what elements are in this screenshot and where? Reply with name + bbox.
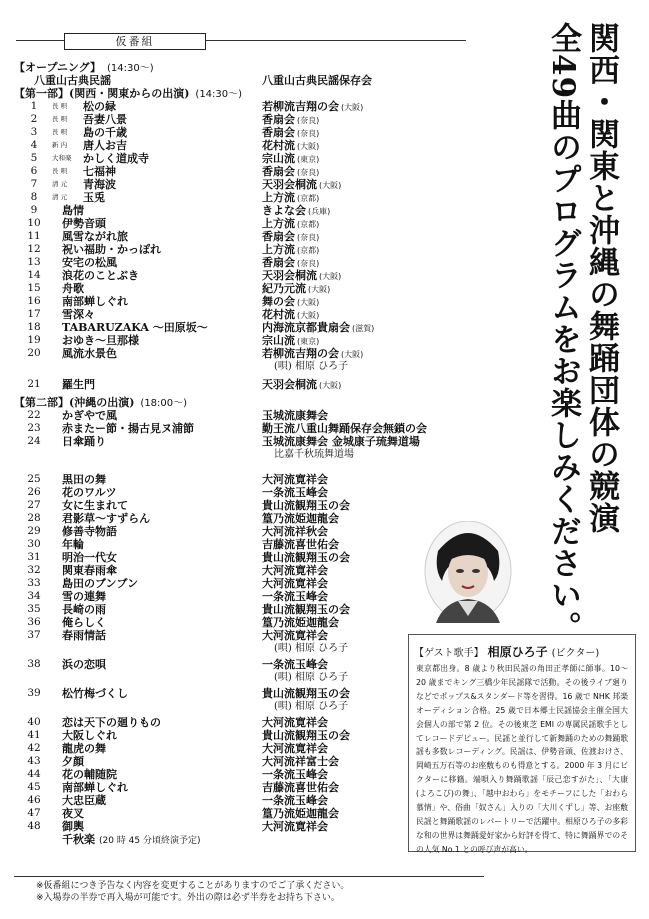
region-label: (東京) <box>297 337 320 346</box>
region-label: (奈良) <box>297 233 320 242</box>
genre-label: 長 唄 <box>52 115 68 123</box>
performer: 勤王流八重山舞踊保存会無鎖の会 <box>262 422 427 435</box>
performer: 若柳流吉翔の会 (大阪) <box>262 347 364 360</box>
item-number: 41 <box>27 729 41 741</box>
region-label: (京都) <box>297 246 320 255</box>
item-title: 南部蝉しぐれ <box>62 781 128 794</box>
performer: 上方流 (京都) <box>262 243 320 256</box>
item-title: 俺らしく <box>62 616 106 629</box>
item-number: 19 <box>27 334 41 346</box>
opening-section-time: (14:30〜) <box>107 63 154 74</box>
item-number: 34 <box>27 590 41 602</box>
item-title: 大忠臣蔵 <box>62 794 106 807</box>
performer: 内海流京都貴扇会 (滋賀) <box>262 321 375 334</box>
program-item-25 <box>0 473 500 486</box>
item-title: 関東春雨傘 <box>62 564 117 577</box>
performer: 貴山流観翔玉の会 <box>262 603 350 616</box>
performer: 貴山流観翔玉の会 <box>262 729 350 742</box>
program-item-14 <box>0 269 500 282</box>
performer: 天羽会桐流 (大阪) <box>262 178 342 191</box>
item-title: 浪花のことぶき <box>62 269 139 282</box>
region-label: (大阪) <box>319 381 342 390</box>
part1-section-text: 【第一部】(関西・関東からの出演) <box>14 87 190 100</box>
item-number: 30 <box>27 538 41 550</box>
performer: 天羽会桐流 (大阪) <box>262 378 342 391</box>
guest-label-suffix: (ビクター) <box>551 648 600 659</box>
item-title: 花のワルツ <box>62 486 117 499</box>
performer: 玉城流康舞会 <box>262 409 328 422</box>
performer: きよな会 (兵庫) <box>262 204 331 217</box>
item-number: 1 <box>30 100 38 112</box>
item-title: 赤またー節・揚古見ヌ浦節 <box>62 422 194 435</box>
program-item-23 <box>0 422 500 435</box>
item-number: 3 <box>30 126 38 138</box>
guest-name: 相原ひろ子 <box>487 645 548 659</box>
item-title: 七福神 <box>83 165 116 178</box>
region-label: (兵庫) <box>308 207 331 216</box>
program-item-2 <box>0 113 500 126</box>
program-item-8 <box>0 191 500 204</box>
item-title: 大阪しぐれ <box>62 729 117 742</box>
performer: 吉藤流喜世佑会 <box>262 538 339 551</box>
region-label: (大阪) <box>341 350 364 359</box>
item20-singer: (唄) 相原 ひろ子 <box>274 361 349 372</box>
region-label: (奈良) <box>297 259 320 268</box>
item-number: 22 <box>27 409 41 421</box>
region-label: (大阪) <box>297 298 320 307</box>
region-label: (京都) <box>297 220 320 229</box>
headline-line-2: 全49曲のプログラムをお楽しみください。 <box>545 22 581 644</box>
part1-section <box>0 87 500 100</box>
performer: 一条流玉峰会 <box>262 768 328 781</box>
performer: 天羽会桐流 (大阪) <box>262 269 342 282</box>
performer: 大河流祥秋会 <box>262 525 328 538</box>
item-title: 羅生門 <box>62 378 95 391</box>
guest-bio: 東京都出身。8 歳より秋田民謡の角田正孝師に師事。10〜20 歳までキング三橋少年民謡隊で活動。その後ライブ廻りなどでポップス&スタンダード等を習得。16 歳で NHK 邦楽オーディション合格。25 歳で日本郷土民謡協会主催全国大会個人の部で第 2 位。その後東芝 EMI の専属民謡歌手としてレコードデビュー。民謡と並行して新舞踊のための舞踊歌謡も多数レコーディング。民謡は、伊勢音頭、佐渡おけさ、岡崎五万石等のお座敷ものも得意とする。2000 年 3 月にビクターに移籍。端唄入り舞踊歌謡「辰己恋すがた」、「大康(よろこび)の舞」、「越中おわら」をモチーフにした「おわら慕情」や、俗曲「奴さん」入りの「大川くずし」等、お座敷民謡と舞踊歌謡のレパートリーで活躍中。相原ひろ子の多彩な和の世界は舞踊愛好家から好評を得て、特に舞踊界でのその人気 No.1 との呼び声が高い。 <box>416 664 628 854</box>
item-number: 23 <box>27 422 41 434</box>
genre-label: 清 元 <box>52 193 68 201</box>
program-item-9 <box>0 204 500 217</box>
item38-singer: (唄) 相原 ひろ子 <box>274 672 349 683</box>
item-number: 17 <box>27 308 41 320</box>
item-title: 風雪ながれ旅 <box>62 230 128 243</box>
program-item-27 <box>0 499 500 512</box>
item-title: かしく道成寺 <box>83 152 149 165</box>
program-item-22 <box>0 409 500 422</box>
notes <box>36 880 349 904</box>
item-title: 祝い福助・かっぽれ <box>62 243 161 256</box>
item-number: 32 <box>27 564 41 576</box>
footer-rule <box>14 876 484 877</box>
performer: 篁乃流姫迦龍会 <box>262 616 339 629</box>
program-item-5 <box>0 152 500 165</box>
performer: 大河流寛祥会 <box>262 473 328 486</box>
item-title: 島情 <box>62 204 84 217</box>
item-number: 42 <box>27 742 41 754</box>
performer: 大河流寛祥会 <box>262 742 328 755</box>
genre-label: 長 唄 <box>52 102 68 110</box>
performer: 大河流寛祥会 <box>262 820 328 833</box>
item-number: 10 <box>27 217 41 229</box>
part2-section <box>0 396 500 409</box>
program-item-3 <box>0 126 500 139</box>
item-title: 春雨情話 <box>62 629 106 642</box>
performer: 宗山流 (東京) <box>262 152 320 165</box>
performer: 一条流玉峰会 <box>262 486 328 499</box>
item-number: 6 <box>30 165 38 177</box>
program-item-1 <box>0 100 500 113</box>
performer: 大河流寛祥会 <box>262 629 328 642</box>
item-number: 8 <box>30 191 38 203</box>
headline-line-1: 関西・関東と沖縄の舞踊団体の競演 <box>583 22 619 534</box>
item-title: 君影草〜すずらん <box>62 512 151 525</box>
program-item-6 <box>0 165 500 178</box>
sub-row <box>0 360 500 373</box>
item-title: 島田のブンブン <box>62 577 139 590</box>
item-number: 2 <box>30 113 38 125</box>
performer: 大河流寛祥会 <box>262 577 328 590</box>
performer: 一条流玉峰会 <box>262 794 328 807</box>
note-1: ※仮番組につき予告なく内容を変更することがありますのでご了承ください。 <box>36 881 350 891</box>
item39-singer: (唄) 相原 ひろ子 <box>274 701 349 712</box>
item-title: 島の千歳 <box>83 126 127 139</box>
performer: 一条流玉峰会 <box>262 590 328 603</box>
item-number: 48 <box>27 820 41 832</box>
item-title: 南部蝉しぐれ <box>62 295 128 308</box>
program-item-17 <box>0 308 500 321</box>
performer: 篁乃流姫迦龍会 <box>262 807 339 820</box>
guest-title <box>414 643 599 660</box>
region-label: (大阪) <box>297 142 320 151</box>
item-number: 20 <box>27 347 41 359</box>
performer: 貴山流観翔玉の会 <box>262 687 350 700</box>
item-title: 明治一代女 <box>62 551 117 564</box>
performer: 大河流祥富士会 <box>262 755 339 768</box>
item-title: 恋は天下の廻りもの <box>62 716 161 729</box>
item-title: 雪の連舞 <box>62 590 106 603</box>
genre-label: 新 内 <box>52 141 68 149</box>
item-number: 5 <box>30 152 38 164</box>
item-number: 39 <box>27 687 41 699</box>
program-item-19 <box>0 334 500 347</box>
region-label: (東京) <box>297 155 320 164</box>
finale-time: (20 時 45 分頃終演予定) <box>99 836 201 846</box>
item-number: 9 <box>30 204 38 216</box>
item-title: 御輿 <box>62 820 84 833</box>
performer: 若柳流吉翔の会 (大阪) <box>262 100 364 113</box>
item-number: 45 <box>27 781 41 793</box>
program-item-20 <box>0 347 500 360</box>
guest-label: 【ゲスト歌手】 <box>414 648 484 659</box>
item-title: 龍虎の舞 <box>62 742 106 755</box>
item-title: 夜叉 <box>62 807 84 820</box>
performer: 香扇会 (奈良) <box>262 126 320 139</box>
item-title: 風流水景色 <box>62 347 117 360</box>
guest-singer-photo <box>424 521 512 623</box>
item-number: 24 <box>27 435 41 447</box>
item-title: 日傘踊り <box>62 435 106 448</box>
item-number: 7 <box>30 178 38 190</box>
part2-section-time: (18:00〜) <box>140 398 188 409</box>
item-title: かぎやで風 <box>62 409 117 422</box>
performer: 一条流玉峰会 <box>262 658 328 671</box>
item-title: 舟歌 <box>62 282 84 295</box>
region-label: (奈良) <box>297 168 320 177</box>
item-title: 修善寺物語 <box>62 525 117 538</box>
program-item-26 <box>0 486 500 499</box>
item-title: 玉兎 <box>83 191 105 204</box>
performer: 篁乃流姫迦龍会 <box>262 512 339 525</box>
item-title: 雪深々 <box>62 308 95 321</box>
performer: 花村流 (大阪) <box>262 139 320 152</box>
program-item-15 <box>0 282 500 295</box>
item24-extra: 比嘉千秋琉舞道場 <box>274 449 354 460</box>
performer: 香扇会 (奈良) <box>262 230 320 243</box>
program-tag: 仮番組 <box>64 33 206 50</box>
region-label: (京都) <box>297 194 320 203</box>
program-item-13 <box>0 256 500 269</box>
performer: 香扇会 (奈良) <box>262 165 320 178</box>
item-number: 26 <box>27 486 41 498</box>
program-item-12 <box>0 243 500 256</box>
item-title: 松竹梅づくし <box>62 687 128 700</box>
item-title: 浜の恋唄 <box>62 658 106 671</box>
program-item-16 <box>0 295 500 308</box>
item-number: 38 <box>27 658 41 670</box>
region-label: (奈良) <box>297 116 320 125</box>
performer: 貴山流観翔玉の会 <box>262 499 350 512</box>
genre-label: 大和楽 <box>52 154 72 162</box>
item-number: 31 <box>27 551 41 563</box>
program-item-7 <box>0 178 500 191</box>
item-title: 花の輔随院 <box>62 768 117 781</box>
item-number: 4 <box>30 139 38 151</box>
region-label: (大阪) <box>341 103 364 112</box>
sub-row <box>0 448 500 461</box>
genre-label: 清 元 <box>52 180 68 188</box>
item-number: 33 <box>27 577 41 589</box>
program-item-24 <box>0 435 500 448</box>
program-item-10 <box>0 217 500 230</box>
item-number: 11 <box>27 230 41 242</box>
part1-section-label <box>14 87 242 101</box>
program-item-18 <box>0 321 500 334</box>
opening-section-text: 【オープニング】 <box>14 61 102 74</box>
item-number: 12 <box>27 243 41 255</box>
performer: 花村流 (大阪) <box>262 308 320 321</box>
genre-label: 長 唄 <box>52 167 68 175</box>
performer: 宗山流 (東京) <box>262 334 320 347</box>
item-title: 青海波 <box>83 178 116 191</box>
item37-singer: (唄) 相原 ひろ子 <box>274 643 349 654</box>
performer: 紀乃元流 (大阪) <box>262 282 331 295</box>
region-label: (奈良) <box>297 129 320 138</box>
region-label: (大阪) <box>297 311 320 320</box>
finale-title <box>62 833 201 848</box>
genre-label: 長 唄 <box>52 128 68 136</box>
performer: 大河流寛祥会 <box>262 564 328 577</box>
item-number: 36 <box>27 616 41 628</box>
item-title: 伊勢音頭 <box>62 217 106 230</box>
part2-section-label <box>14 396 187 410</box>
item-number: 40 <box>27 716 41 728</box>
item-number: 27 <box>27 499 41 511</box>
performer: 大河流寛祥会 <box>262 716 328 729</box>
item-title: TABARUZAKA 〜田原坂〜 <box>62 321 208 334</box>
item-number: 28 <box>27 512 41 524</box>
performer: 吉藤流喜世佑会 <box>262 781 339 794</box>
item-number: 29 <box>27 525 41 537</box>
performer: 上方流 (京都) <box>262 191 320 204</box>
item-number: 44 <box>27 768 41 780</box>
item-number: 21 <box>27 378 41 390</box>
item-number: 46 <box>27 794 41 806</box>
item-title: 黒田の舞 <box>62 473 106 486</box>
item-title: 唐人お吉 <box>83 139 127 152</box>
performer: 貴山流観翔玉の会 <box>262 551 350 564</box>
performer: 香扇会 (奈良) <box>262 113 320 126</box>
region-label: (滋賀) <box>352 324 375 333</box>
item-number: 13 <box>27 256 41 268</box>
program-item-21 <box>0 378 500 391</box>
program-item-11 <box>0 230 500 243</box>
item-number: 16 <box>27 295 41 307</box>
item-number: 47 <box>27 807 41 819</box>
finale-title-text: 千秋楽 <box>62 833 95 846</box>
item-title: 松の緑 <box>83 100 116 113</box>
performer: 舞の会 (大阪) <box>262 295 320 308</box>
region-label: (大阪) <box>319 181 342 190</box>
item-title: 安宅の松風 <box>62 256 117 269</box>
performer: 香扇会 (奈良) <box>262 256 320 269</box>
performer: 玉城流康舞会 金城康子琉舞道場 <box>262 435 420 448</box>
item-number: 25 <box>27 473 41 485</box>
item-title: おゆき〜旦那様 <box>62 334 139 347</box>
item-number: 43 <box>27 755 41 767</box>
item-title: 夕顔 <box>62 755 84 768</box>
item-title: 吾妻八景 <box>83 113 127 126</box>
item-title: 女に生まれて <box>62 499 128 512</box>
item-number: 15 <box>27 282 41 294</box>
opening-performer: 八重山古典民謡保存会 <box>262 74 372 87</box>
region-label: (大阪) <box>308 285 331 294</box>
part1-section-time: (14:30〜) <box>195 89 243 100</box>
item-title: 年輪 <box>62 538 84 551</box>
opening-title: 八重山古典民謡 <box>34 74 111 87</box>
item-title: 長崎の雨 <box>62 603 106 616</box>
opening-section-label <box>14 61 154 75</box>
performer: 上方流 (京都) <box>262 217 320 230</box>
part2-section-text: 【第二部】(沖縄の出演) <box>14 396 135 409</box>
opening-section <box>0 61 500 74</box>
item-number: 37 <box>27 629 41 641</box>
region-label: (大阪) <box>319 272 342 281</box>
item-number: 35 <box>27 603 41 615</box>
item-number: 14 <box>27 269 41 281</box>
note-2: ※入場券の半券で再入場が可能です。外出の際は必ず半券をお持ち下さい。 <box>36 893 340 903</box>
opening-row <box>0 74 500 87</box>
program-item-4 <box>0 139 500 152</box>
item-number: 18 <box>27 321 41 333</box>
